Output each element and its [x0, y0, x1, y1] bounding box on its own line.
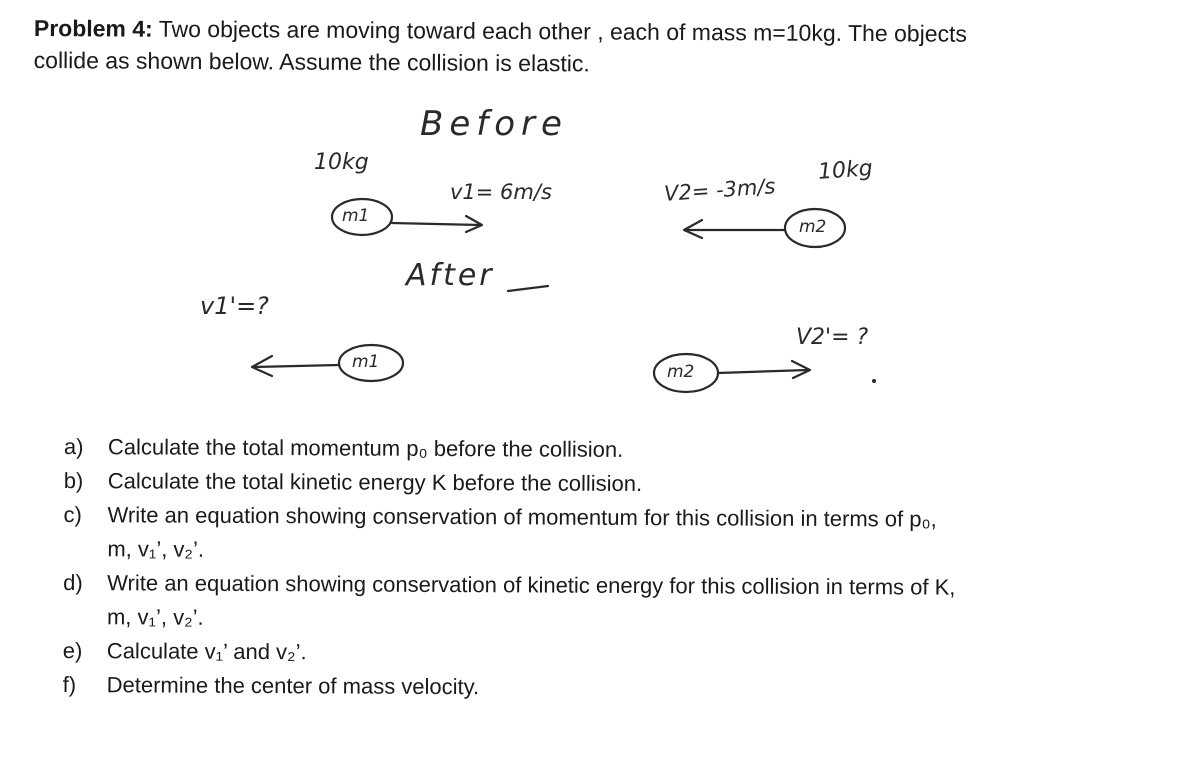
problem-title: Problem 4:	[33, 14, 153, 42]
m2-after-label: m2	[667, 362, 695, 382]
question-c	[63, 498, 1153, 572]
arrow-v1	[392, 216, 482, 232]
question-e	[63, 634, 1153, 674]
statement-line-2: collide as shown below. Assume the collision is elastic.	[33, 46, 590, 77]
question-text: Determine the center of mass velocity.	[106, 672, 480, 700]
question-text: Write an equation showing conservation of kinetic energy for this collision in terms of K,	[107, 570, 956, 600]
question-d	[63, 566, 1153, 640]
question-letter: c)	[63, 501, 82, 528]
question-letter: d)	[63, 569, 83, 596]
question-text: Calculate v₁’ and v₂’.	[106, 638, 307, 665]
question-letter: e)	[62, 637, 83, 664]
question-b	[64, 464, 1154, 504]
question-text-continued: m, v₁’, v₂’.	[106, 604, 204, 630]
statement-line-1: Two objects are moving toward each other , each of mass m=10kg. The objects	[152, 15, 968, 47]
question-a	[64, 430, 1154, 470]
m1-label: m1	[342, 206, 370, 226]
question-text: Write an equation showing conservation of momentum for this collision in terms of p₀,	[107, 502, 937, 532]
before-label: Before	[420, 104, 568, 144]
m1-after-label: m1	[352, 352, 380, 372]
arrow-v1-prime	[252, 356, 339, 376]
v1-prime-label: v1'=?	[200, 292, 269, 320]
question-list	[63, 430, 1154, 708]
v1-label: v1= 6m/s	[450, 180, 552, 204]
after-underline	[508, 286, 548, 291]
question-text-continued: m, v₁’, v₂’.	[107, 536, 205, 562]
v2-label: V2= -3m/s	[663, 174, 777, 206]
question-letter: a)	[63, 433, 84, 460]
mass2-label: 10kg	[817, 156, 874, 185]
question-letter: f)	[62, 671, 77, 698]
question-text: Calculate the total kinetic energy K before the collision.	[107, 468, 643, 497]
arrow-v2	[684, 220, 785, 238]
v2-prime-label: V2'= ?	[796, 325, 869, 350]
question-text: Calculate the total momentum p₀ before the collision.	[107, 434, 624, 462]
question-letter: b)	[63, 467, 84, 494]
m2-label: m2	[799, 217, 827, 237]
mass1-label: 10kg	[314, 150, 369, 175]
after-label: After	[406, 258, 495, 293]
question-f	[63, 668, 1153, 708]
arrow-v2-prime	[718, 361, 810, 378]
